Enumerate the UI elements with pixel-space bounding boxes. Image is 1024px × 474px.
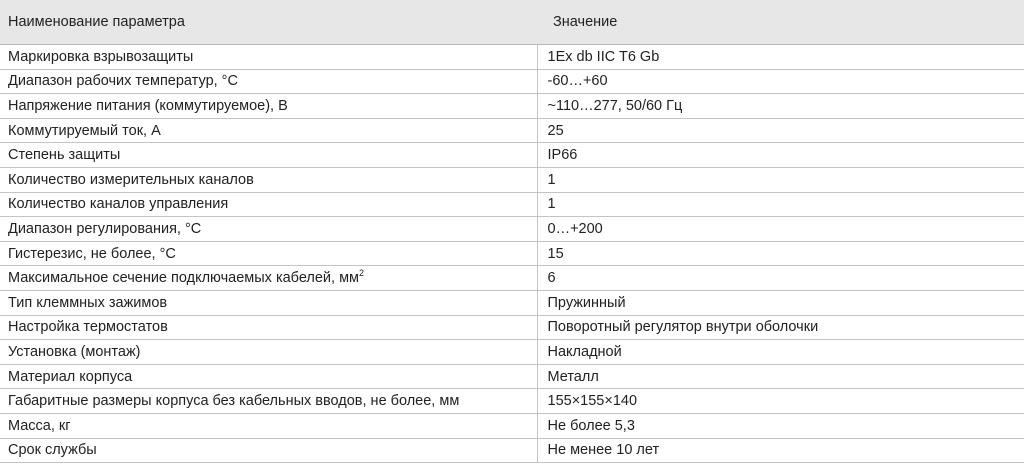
param-name [0, 45, 537, 70]
param-value: Не более 5,3 [537, 413, 1024, 438]
table-row [0, 217, 1024, 242]
param-name-text: Маркировка взрывозащиты [8, 48, 194, 65]
param-name [0, 118, 537, 143]
table-row [0, 340, 1024, 365]
table-row [0, 45, 1024, 70]
param-value: -60…+60 [537, 69, 1024, 94]
param-name [0, 413, 537, 438]
param-name [0, 438, 537, 463]
header-row [0, 0, 1024, 45]
param-value: 1 [537, 192, 1024, 217]
param-name [0, 143, 537, 168]
table-row [0, 69, 1024, 94]
param-name [0, 290, 537, 315]
param-name-superscript: 2 [359, 268, 365, 279]
param-name [0, 266, 537, 291]
param-name-text: Степень защиты [8, 147, 121, 164]
header-value: Значение [537, 0, 1024, 45]
param-value: 1Ex db IIC T6 Gb [537, 45, 1024, 70]
table-row [0, 413, 1024, 438]
param-name-text: Гистерезис, не более, °С [8, 245, 176, 262]
table-row [0, 438, 1024, 463]
param-value: 25 [537, 118, 1024, 143]
param-name-text: Диапазон рабочих температур, °С [8, 73, 238, 90]
table-row [0, 192, 1024, 217]
param-name-text: Максимальное сечение подключаемых кабелей, мм [8, 270, 360, 287]
param-name [0, 167, 537, 192]
header-param: Наименование параметра [0, 0, 537, 45]
param-name-text: Настройка термостатов [8, 319, 168, 336]
table-row [0, 364, 1024, 389]
table-body [0, 45, 1024, 463]
param-value: ~110…277, 50/60 Гц [537, 94, 1024, 119]
param-value: IP66 [537, 143, 1024, 168]
param-name-text: Срок службы [8, 442, 97, 459]
param-name [0, 94, 537, 119]
param-name-text: Диапазон регулирования, °С [8, 220, 202, 237]
param-value: 6 [537, 266, 1024, 291]
table-row [0, 167, 1024, 192]
param-name-text: Тип клеммных зажимов [8, 294, 168, 311]
param-value: 1 [537, 167, 1024, 192]
param-name [0, 192, 537, 217]
param-value: Пружинный [537, 290, 1024, 315]
table-row [0, 266, 1024, 291]
param-value: 0…+200 [537, 217, 1024, 242]
param-value: Накладной [537, 340, 1024, 365]
param-name-text: Коммутируемый ток, А [8, 122, 161, 139]
param-name-text: Материал корпуса [8, 368, 133, 385]
param-name-text: Габаритные размеры корпуса без кабельных вводов, не более, мм [8, 393, 460, 410]
table-row [0, 315, 1024, 340]
param-name-text: Масса, кг [8, 417, 71, 434]
param-name [0, 364, 537, 389]
param-name-text: Количество каналов управления [8, 196, 229, 213]
table-row [0, 241, 1024, 266]
table-row [0, 290, 1024, 315]
param-value: Поворотный регулятор внутри оболочки [537, 315, 1024, 340]
param-name-text: Напряжение питания (коммутируемое), В [8, 97, 288, 114]
param-value: Металл [537, 364, 1024, 389]
param-name-text: Количество измерительных каналов [8, 171, 254, 188]
param-name [0, 241, 537, 266]
table-row [0, 389, 1024, 414]
param-name [0, 217, 537, 242]
param-name [0, 315, 537, 340]
param-name [0, 340, 537, 365]
param-value: 15 [537, 241, 1024, 266]
table-header [0, 0, 1024, 45]
param-value: 155×155×140 [537, 389, 1024, 414]
param-name-text: Установка (монтаж) [8, 343, 141, 360]
table-row [0, 94, 1024, 119]
param-name [0, 69, 537, 94]
param-name [0, 389, 537, 414]
table-row [0, 118, 1024, 143]
param-value: Не менее 10 лет [537, 438, 1024, 463]
table-row [0, 143, 1024, 168]
